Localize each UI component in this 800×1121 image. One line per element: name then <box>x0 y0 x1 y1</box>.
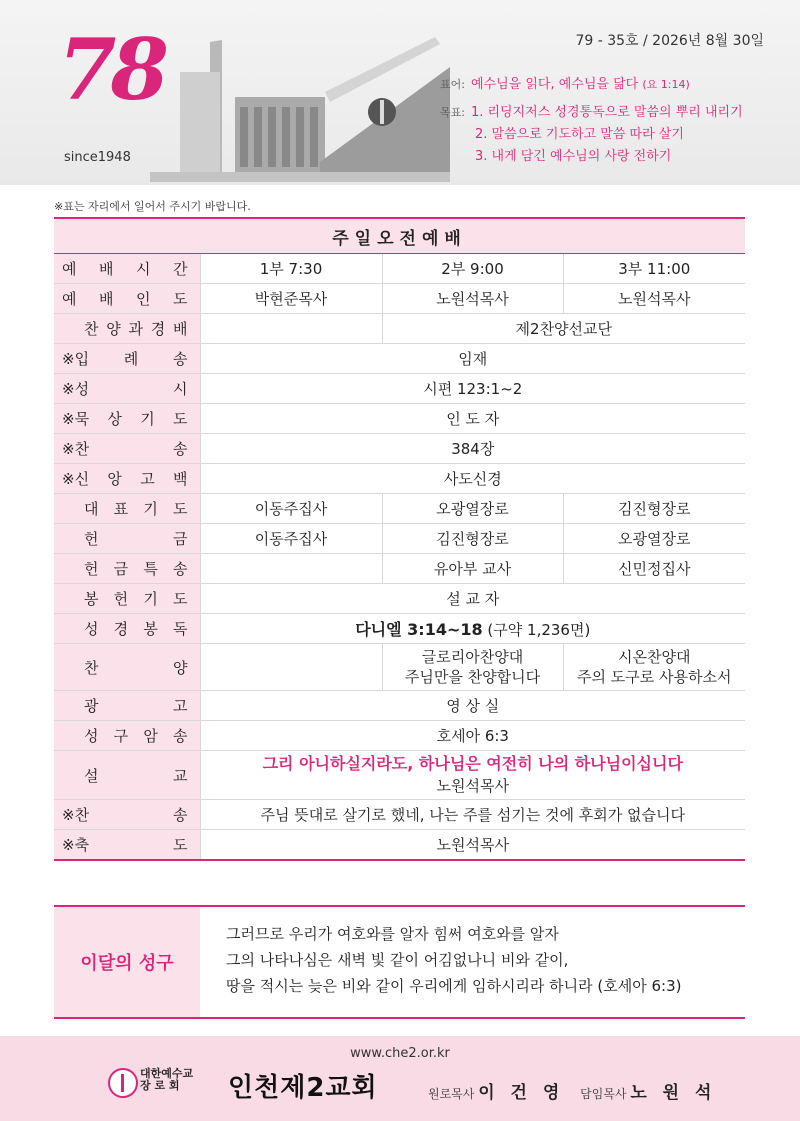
anthem-1 <box>200 644 382 691</box>
table-row <box>54 644 745 691</box>
row-label-praise: 찬 양 과 경 배 <box>54 314 200 344</box>
elder-label: 원로목사 <box>428 1087 475 1101</box>
monthly-verse-text <box>200 907 745 1017</box>
pastor-name: 노 원 석 <box>630 1083 717 1103</box>
goal-3: 3. 내게 담긴 예수님의 사랑 전하기 <box>475 149 672 164</box>
table-row <box>54 254 745 284</box>
offering-special-2: 유아부 교사 <box>382 554 563 584</box>
goal-1: 1. 리딩지저스 성경통독으로 말씀의 뿌리 내리기 <box>470 105 743 120</box>
anthem-3-song: 주의 도구로 사용하소서 <box>577 668 732 686</box>
table-row <box>54 464 745 494</box>
leader-1: 박현준목사 <box>200 284 382 314</box>
row-label-silent-prayer: ※묵 상 기 도 <box>54 404 200 434</box>
table-row <box>54 584 745 614</box>
offering-special-3: 신민정집사 <box>563 554 745 584</box>
table-row <box>54 554 745 584</box>
row-label-announce: 광 고 <box>54 691 200 721</box>
row-label-offering-special: 헌 금 특 송 <box>54 554 200 584</box>
offering-special-1 <box>200 554 382 584</box>
since-text: since1948 <box>64 150 131 165</box>
table-row <box>54 800 745 830</box>
time-3: 3부 11:00 <box>563 254 745 284</box>
church-name: 인천제2교회 <box>228 1073 378 1103</box>
bulletin-header <box>0 0 800 185</box>
table-row <box>54 344 745 374</box>
praise-team: 제2찬양선교단 <box>382 314 745 344</box>
row-label-anthem: 찬 양 <box>54 644 200 691</box>
leader-3: 노원석목사 <box>563 284 745 314</box>
elder-name: 이 건 영 <box>478 1083 565 1103</box>
table-row <box>54 691 745 721</box>
table-row <box>54 284 745 314</box>
standing-note: ※표는 자리에서 일어서 주시기 바랍니다. <box>54 200 251 213</box>
table-row <box>54 434 745 464</box>
row-label-leaders: 예 배 인 도 <box>54 284 200 314</box>
announce: 영 상 실 <box>200 691 745 721</box>
table-row <box>54 524 745 554</box>
scripture <box>200 614 745 644</box>
benediction: 노원석목사 <box>200 830 745 861</box>
denomination-bottom: 장 로 회 <box>140 1079 180 1092</box>
offering-3: 오광열장로 <box>563 524 745 554</box>
table-row <box>54 404 745 434</box>
silent-prayer: 인 도 자 <box>200 404 745 434</box>
church-seal-icon <box>108 1068 138 1098</box>
psalm: 시편 123:1~2 <box>200 374 745 404</box>
verse-line-1: 그러므로 우리가 여호와를 알자 힘써 여호와를 알자 <box>226 925 559 943</box>
motto-text: 예수님을 읽다, 예수님을 닮다 <box>470 77 639 92</box>
scripture-page: (구약 1,236면) <box>487 621 591 639</box>
row-label-sermon: 설 교 <box>54 751 200 800</box>
motto-label: 표어: <box>440 78 465 91</box>
row-label-offering: 헌 금 <box>54 524 200 554</box>
denomination <box>140 1068 193 1092</box>
row-label-memory: 성 구 암 송 <box>54 721 200 751</box>
row-label-scripture: 성 경 봉 독 <box>54 614 200 644</box>
time-2: 2부 9:00 <box>382 254 563 284</box>
denomination-top: 대한예수교 <box>140 1067 194 1080</box>
time-1: 1부 7:30 <box>200 254 382 284</box>
prayer-1: 이동주집사 <box>200 494 382 524</box>
dedication: 설 교 자 <box>200 584 745 614</box>
anthem-2-choir: 글로리아찬양대 <box>421 648 524 666</box>
row-label-benediction: ※축 도 <box>54 830 200 861</box>
pastors <box>428 1078 728 1103</box>
monthly-verse <box>54 905 745 1019</box>
leader-2: 노원석목사 <box>382 284 563 314</box>
scripture-ref: 다니엘 3:14~18 <box>355 620 483 639</box>
table-row <box>54 751 745 800</box>
offering-1: 이동주집사 <box>200 524 382 554</box>
praise-1 <box>200 314 382 344</box>
hymn-1: 384장 <box>200 434 745 464</box>
website-link[interactable]: www.che2.or.kr <box>350 1046 450 1061</box>
monthly-verse-label: 이달의 성구 <box>54 907 200 1017</box>
row-label-prayer: 대 표 기 도 <box>54 494 200 524</box>
table-row <box>54 614 745 644</box>
table-row <box>54 721 745 751</box>
table-row <box>54 494 745 524</box>
sermon-title: 그리 아니하실지라도, 하나님은 여전히 나의 하나님이십니다 <box>262 754 683 773</box>
goal-label: 목표: <box>440 106 465 119</box>
offering-2: 김진형장로 <box>382 524 563 554</box>
pastor-label: 담임목사 <box>580 1087 627 1101</box>
sermon <box>200 751 745 800</box>
service-title: 주일오전예배 <box>54 218 745 254</box>
anthem-2 <box>382 644 563 691</box>
prayer-3: 김진형장로 <box>563 494 745 524</box>
hymn-2: 주님 뜻대로 살기로 했네, 나는 주를 섬기는 것에 후회가 없습니다 <box>200 800 745 830</box>
table-row <box>54 830 745 861</box>
anthem-3-choir: 시온찬양대 <box>618 648 691 666</box>
row-label-psalm: ※성 시 <box>54 374 200 404</box>
anthem-2-song: 주님만을 찬양합니다 <box>404 668 541 686</box>
verse-line-3: 땅을 적시는 늦은 비와 같이 우리에게 임하시리라 하니라 (호세아 6:3) <box>226 977 682 995</box>
row-label-introit: ※입 례 송 <box>54 344 200 374</box>
service-order-table <box>54 217 745 861</box>
row-label-times: 예 배 시 간 <box>54 254 200 284</box>
motto-line <box>440 73 690 92</box>
goal-line-1 <box>440 101 743 120</box>
row-label-creed: ※신 앙 고 백 <box>54 464 200 494</box>
introit: 임재 <box>200 344 745 374</box>
memory-verse: 호세아 6:3 <box>200 721 745 751</box>
anthem-3 <box>563 644 745 691</box>
anniversary-logo: 78 <box>58 20 163 119</box>
sermon-preacher: 노원석목사 <box>436 777 509 795</box>
issue-number: 79 - 35호 / 2026년 8월 30일 <box>575 33 764 49</box>
prayer-2: 오광열장로 <box>382 494 563 524</box>
verse-line-2: 그의 나타나심은 새벽 빛 같이 어김없나니 비와 같이, <box>226 951 569 969</box>
goal-2: 2. 말씀으로 기도하고 말씀 따라 살기 <box>475 127 684 142</box>
church-building-image <box>150 22 450 182</box>
bulletin-footer <box>0 1036 800 1121</box>
creed: 사도신경 <box>200 464 745 494</box>
table-row <box>54 314 745 344</box>
table-row <box>54 374 745 404</box>
row-label-dedication: 봉 헌 기 도 <box>54 584 200 614</box>
row-label-hymn: ※찬 송 <box>54 434 200 464</box>
row-label-hymn-2: ※찬 송 <box>54 800 200 830</box>
motto-ref: (요 1:14) <box>642 78 690 91</box>
